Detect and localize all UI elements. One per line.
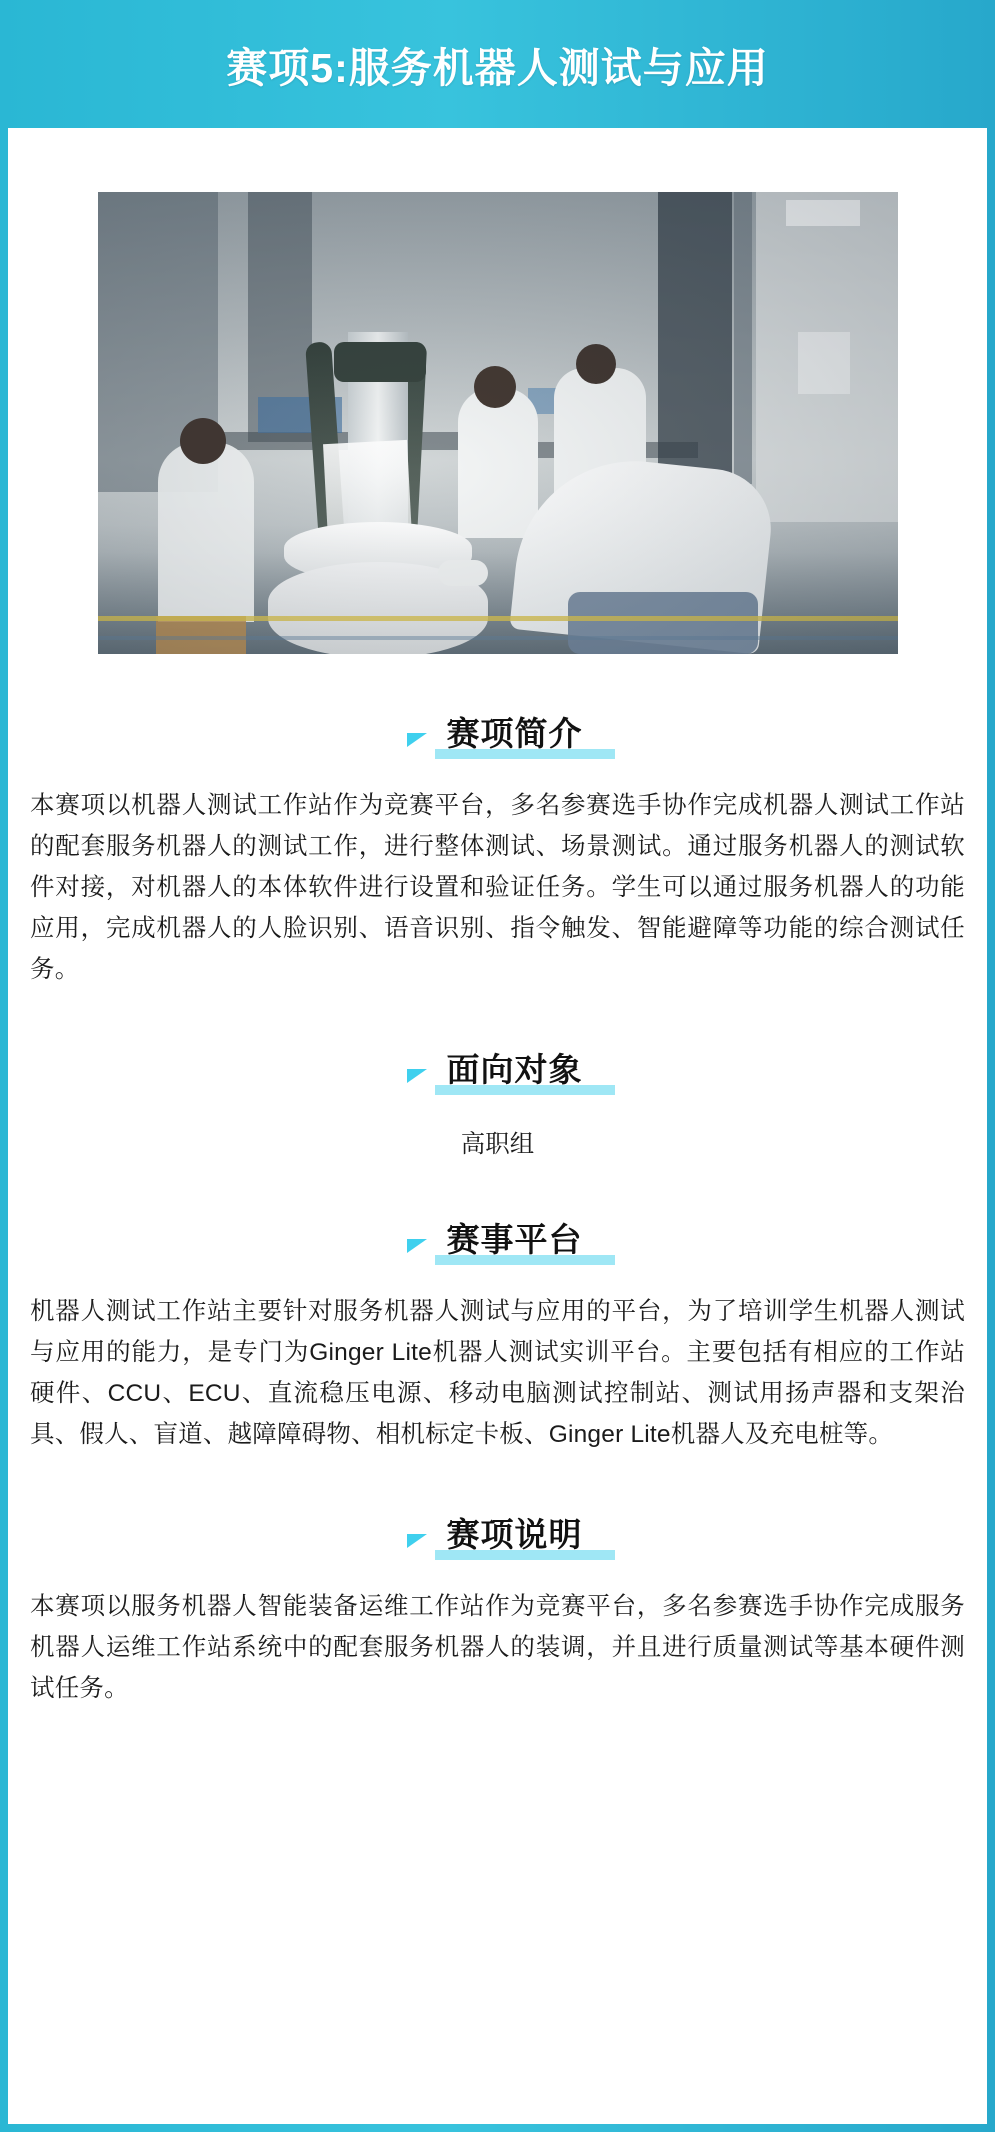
section-title: 赛项说明 bbox=[441, 1509, 589, 1560]
page-title: 赛项5:服务机器人测试与应用 bbox=[226, 44, 769, 91]
triangle-marker-icon bbox=[407, 1534, 427, 1548]
heading-wrap bbox=[441, 1214, 589, 1265]
bottom-spacer bbox=[8, 1709, 987, 1829]
section-heading bbox=[8, 708, 987, 759]
robot-testing-workstation-photo bbox=[98, 192, 898, 654]
section-platform bbox=[8, 1214, 987, 1455]
triangle-marker-icon bbox=[407, 1069, 427, 1083]
section-description bbox=[8, 1509, 987, 1709]
content-area bbox=[8, 128, 987, 1829]
photo-overlay bbox=[98, 192, 898, 654]
section-body: 机器人测试工作站主要针对服务机器人测试与应用的平台，为了培训学生机器人测试与应用的能力，是专门为Ginger Lite机器人测试实训平台。主要包括有相应的工作站硬件、CCU、ECU、直流稳压电源、移动电脑测试控制站、测试用扬声器和支架治具、假人、盲道、越障障碍物、相机标定卡板、Ginger Lite机器人及充电桩等。 bbox=[30, 1298, 965, 1448]
triangle-marker-icon bbox=[407, 733, 427, 747]
section-body: 本赛项以机器人测试工作站作为竞赛平台，多名参赛选手协作完成机器人测试工作站的配套服务机器人的测试工作，进行整体测试、场景测试。通过服务机器人的测试软件对接，对机器人的本体软件进行设置和验证任务。学生可以通过服务机器人的功能应用，完成机器人的人脸识别、语音识别、指令触发、智能避障等功能的综合测试任务。 bbox=[30, 792, 965, 983]
section-audience bbox=[8, 1044, 987, 1160]
section-heading bbox=[8, 1044, 987, 1095]
section-title: 赛项简介 bbox=[441, 708, 589, 759]
photo-background bbox=[98, 192, 898, 654]
triangle-marker-icon bbox=[407, 1239, 427, 1253]
section-title: 面向对象 bbox=[441, 1044, 589, 1095]
section-title: 赛事平台 bbox=[441, 1214, 589, 1265]
heading-wrap bbox=[441, 1044, 589, 1095]
section-body: 本赛项以服务机器人智能装备运维工作站作为竞赛平台，多名参赛选手协作完成服务机器人运维工作站系统中的配套服务机器人的装调，并且进行质量测试等基本硬件测试任务。 bbox=[30, 1593, 965, 1702]
section-body: 高职组 bbox=[460, 1131, 535, 1158]
section-heading bbox=[8, 1214, 987, 1265]
section-intro bbox=[8, 708, 987, 990]
heading-wrap bbox=[441, 708, 589, 759]
heading-wrap bbox=[441, 1509, 589, 1560]
section-heading bbox=[8, 1509, 987, 1560]
page-header bbox=[0, 0, 995, 128]
